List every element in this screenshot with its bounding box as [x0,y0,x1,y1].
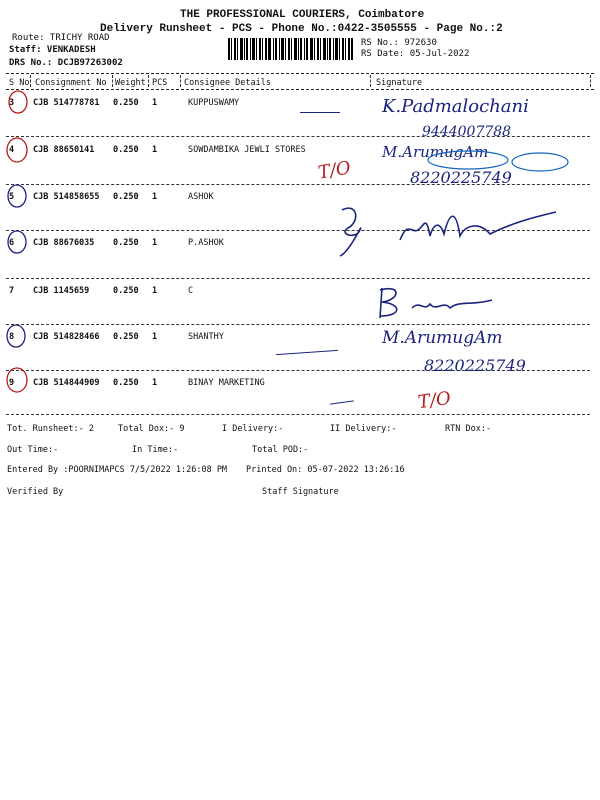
signature-stroke [300,112,340,113]
row-pcs: 1 [152,192,158,202]
table-header-line [6,89,594,90]
rs-date-label: RS Date: 05-Jul-2022 [361,49,470,59]
document-title: THE PROFESSIONAL COURIERS, Coimbatore [180,9,425,21]
out-time: Out Time:- [7,445,59,455]
row-consignment: CJB 88650141 [33,145,95,155]
total-pod: Total POD:- [252,445,309,455]
signature-scrawl [330,200,560,260]
row-consignment: CJB 514844909 [33,378,100,388]
handwritten-phone: 8220225749 [424,356,526,375]
row-weight: 0.250 [113,192,139,202]
row-sno: 6 [9,238,15,248]
in-time: In Time:- [132,445,179,455]
col-header-weight: Weight [115,78,146,88]
document-subtitle: Delivery Runsheet - PCS - Phone No.:0422-3505555 - Page No.:2 [100,23,503,35]
row-weight: 0.250 [113,286,139,296]
row-consignment: CJB 514828466 [33,332,100,342]
rs-no-label: RS No.: 972630 [361,38,437,48]
staff-signature: Staff Signature [262,487,339,497]
col-header-consignee: Consignee Details [184,78,271,88]
row-pcs: 1 [152,378,158,388]
row-sno: 3 [9,98,15,108]
row-pcs: 1 [152,238,158,248]
row-weight: 0.250 [113,98,139,108]
row-sno: 4 [9,145,15,155]
tot-runsheet: Tot. Runsheet:- 2 [7,424,94,434]
col-header-pcs: PCS [152,78,168,88]
row-sno: 7 [9,286,15,296]
row-consignee: ASHOK [188,192,214,202]
row-consignee: KUPPUSWAMY [188,98,240,108]
row-sno: 9 [9,378,15,388]
to-mark: T/O [316,157,353,184]
i-delivery: I Delivery:- [222,424,284,434]
signature-stroke [276,350,338,355]
row-pcs: 1 [152,286,158,296]
row-pcs: 1 [152,332,158,342]
handwritten-name: M.ArumugAm [382,328,503,348]
printed-on: Printed On: 05-07-2022 13:26:16 [246,465,405,475]
signature-scrawl [372,282,502,322]
signature-stroke [330,400,354,404]
serial-circles-marks [0,88,40,408]
row-consignee: SHANTHY [188,332,224,342]
row-weight: 0.250 [113,145,139,155]
col-header-consignment: Consignment No [35,78,107,88]
row-consignment: CJB 514778781 [33,98,100,108]
row-sno: 5 [9,192,15,202]
handwritten-phone: 9444007788 [422,124,512,140]
handwritten-name: M.ArumugAm [382,143,489,161]
row-consignee: SOWDAMBIKA JEWLI STORES [188,145,306,155]
ii-delivery: II Delivery:- [330,424,397,434]
col-header-signature: Signature [376,78,423,88]
handwritten-name: K.Padmalochani [382,96,529,117]
verified-by: Verified By [7,487,64,497]
route-label: Route: TRICHY ROAD [12,33,110,43]
rtn-dox: RTN Dox:- [445,424,492,434]
total-dox: Total Dox:- 9 [118,424,185,434]
barcode-image [228,38,353,60]
row-consignee: BINAY MARKETING [188,378,265,388]
handwritten-phone: 8220225749 [410,168,512,187]
table-top-line [6,73,594,74]
entered-by: Entered By :POORNIMAPCS 7/5/2022 1:26:08 PM [7,465,228,475]
drs-label: DRS No.: DCJB97263002 [9,58,123,68]
row-weight: 0.250 [113,238,139,248]
row-consignee: P.ASHOK [188,238,224,248]
row-consignee: C [188,286,194,296]
row-weight: 0.250 [113,332,139,342]
row-consignment: CJB 514858655 [33,192,100,202]
row-pcs: 1 [152,98,158,108]
row-pcs: 1 [152,145,158,155]
row-sno: 8 [9,332,15,342]
col-header-sno: S No [9,78,30,88]
row-weight: 0.250 [113,378,139,388]
row-consignment: CJB 1145659 [33,286,90,296]
row-consignment: CJB 88676035 [33,238,95,248]
staff-label: Staff: VENKADESH [9,45,96,55]
to-mark: T/O [416,387,453,414]
